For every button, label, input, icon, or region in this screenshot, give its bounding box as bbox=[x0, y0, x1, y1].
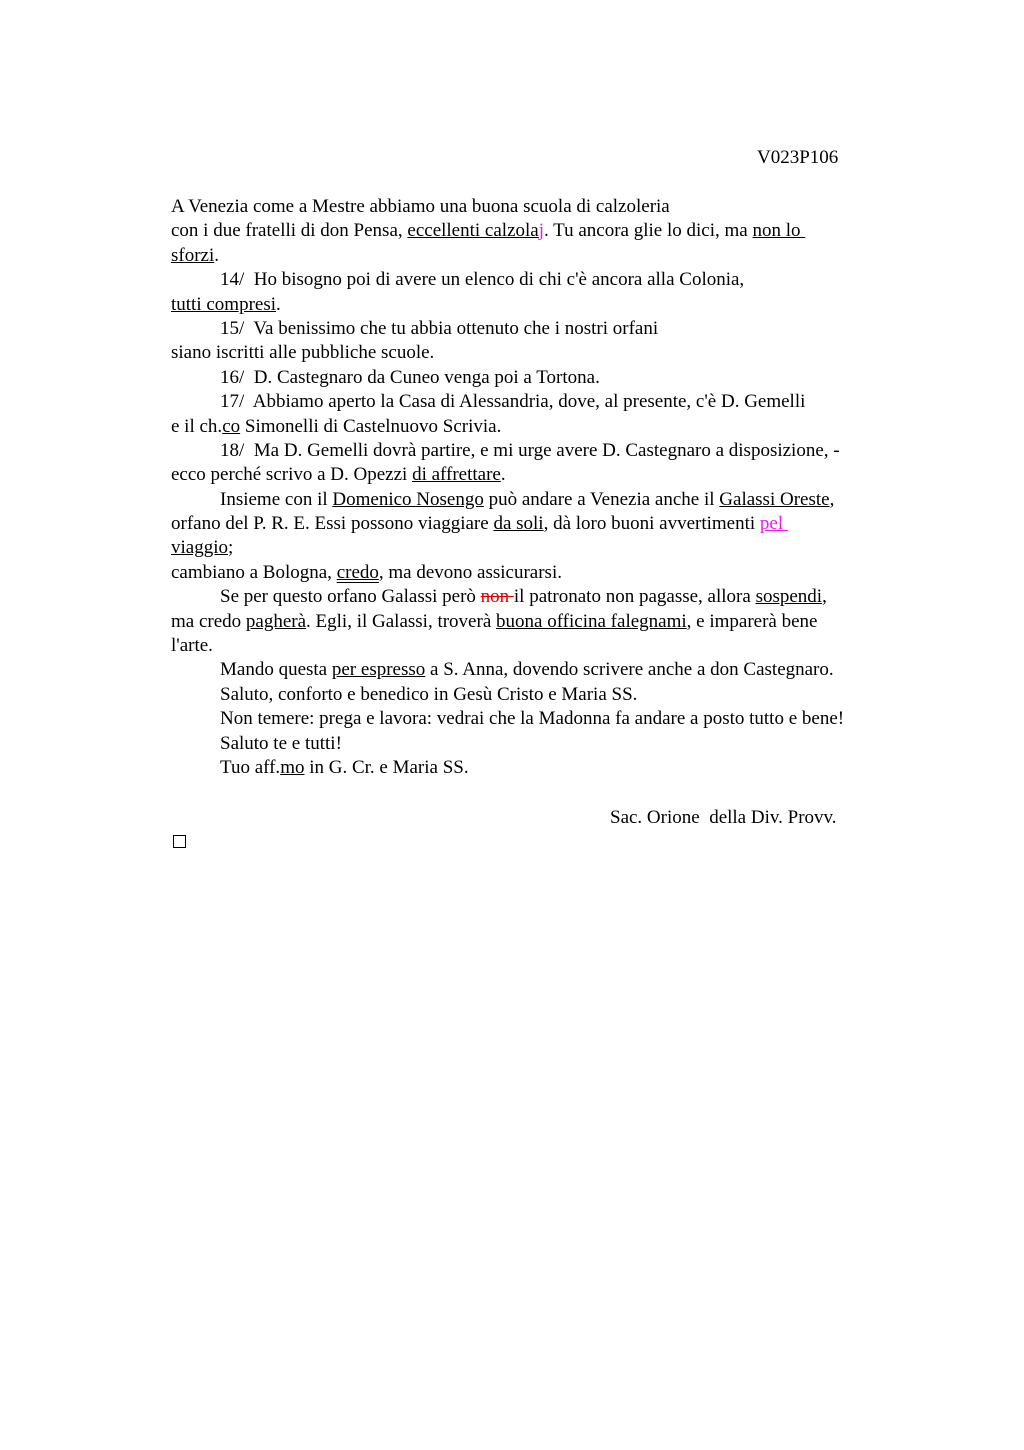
underlined-text: Domenico Nosengo bbox=[332, 488, 484, 510]
text-line: Non temere: prega e lavora: vedrai che la Madonna fa andare a posto tutto e bene! bbox=[220, 708, 845, 730]
underlined-text: mo bbox=[280, 756, 305, 778]
text-line: 17/ Abbiamo aperto la Casa di Alessandria, dove, al presente, c'è D. Gemelli bbox=[220, 391, 806, 413]
underlined-text: di affrettare bbox=[412, 464, 501, 486]
text-span: e il ch. bbox=[171, 415, 223, 437]
document-reference: V023P106 bbox=[757, 147, 839, 168]
text-span: ; bbox=[228, 537, 234, 559]
underlined-text: Galassi Oreste bbox=[719, 488, 830, 510]
signature: Sac. Orione della Div. Provv. bbox=[610, 807, 837, 828]
text-line bbox=[171, 244, 931, 268]
text-span: cambiano a Bologna, bbox=[171, 561, 337, 583]
text-line: A Venezia come a Mestre abbiamo una buona scuola di calzoleria bbox=[171, 196, 670, 217]
underlined-text: sospendi bbox=[755, 586, 823, 608]
text-line: Saluto te e tutti! bbox=[220, 732, 342, 754]
text-line bbox=[171, 585, 931, 609]
text-span: , bbox=[829, 488, 835, 510]
text-span: , bbox=[822, 586, 827, 608]
underlined-text: eccellenti calzola bbox=[407, 220, 539, 242]
text-span: ma credo bbox=[171, 610, 246, 632]
text-span: . Tu ancora glie lo dici, ma bbox=[544, 220, 753, 242]
text-span: . Egli, il Galassi, troverà bbox=[306, 610, 497, 632]
text-span: , ma devono assicurarsi. bbox=[378, 561, 562, 583]
text-line bbox=[171, 512, 931, 536]
underlined-text: buona officina falegnami bbox=[496, 610, 687, 632]
text-line: 15/ Va benissimo che tu abbia ottenuto che i nostri orfani bbox=[220, 317, 659, 339]
text-line bbox=[171, 561, 931, 585]
text-line bbox=[171, 610, 931, 634]
text-span: in G. Cr. e Maria SS. bbox=[304, 756, 469, 778]
text-line: l'arte. bbox=[171, 635, 213, 657]
text-span: , dà loro buoni avvertimenti bbox=[543, 513, 760, 535]
underlined-text: per espresso bbox=[331, 659, 426, 681]
text-span: . bbox=[214, 244, 220, 266]
underlined-text: da soli bbox=[493, 513, 544, 535]
double-underlined-text: credo bbox=[336, 561, 379, 583]
underlined-text: sforzi bbox=[171, 244, 215, 266]
highlighted-text: pel bbox=[759, 513, 788, 535]
text-line: siano iscritti alle pubbliche scuole. bbox=[171, 342, 435, 364]
text-line bbox=[171, 536, 931, 560]
underlined-text: viaggio bbox=[171, 537, 228, 559]
text-span: orfano del P. R. E. Essi possono viaggiare bbox=[171, 513, 494, 535]
text-span: con i due fratelli di don Pensa, bbox=[171, 220, 408, 242]
text-span: Se per questo orfano Galassi però bbox=[220, 586, 481, 608]
text-span: ecco perché scrivo a D. Opezzi bbox=[171, 464, 413, 486]
text-span: , e imparerà bene bbox=[686, 610, 818, 632]
text-span: Insieme con il bbox=[220, 488, 333, 510]
text-span: Tuo aff. bbox=[220, 756, 281, 778]
text-line bbox=[171, 488, 931, 512]
checkbox-square-icon bbox=[173, 835, 186, 848]
text-line: Saluto, conforto e benedico in Gesù Cristo e Maria SS. bbox=[220, 683, 638, 705]
highlighted-text: j bbox=[538, 220, 544, 242]
text-span: Mando questa bbox=[220, 659, 332, 681]
text-line bbox=[171, 463, 931, 487]
text-line: 16/ D. Castegnaro da Cuneo venga poi a Tortona. bbox=[220, 366, 600, 388]
text-span: . bbox=[276, 293, 281, 315]
underlined-text: tutti compresi bbox=[171, 293, 277, 315]
text-line: 18/ Ma D. Gemelli dovrà partire, e mi urge avere D. Castegnaro a disposizione, - bbox=[220, 439, 840, 461]
text-line bbox=[171, 415, 931, 439]
underlined-text: pagherà bbox=[245, 610, 307, 632]
underlined-text: non lo bbox=[752, 220, 806, 242]
text-span: a S. Anna, dovendo scrivere anche a don Castegnaro. bbox=[425, 659, 834, 681]
text-span: . bbox=[500, 464, 506, 486]
text-span: il patronato non pagasse, allora bbox=[513, 586, 756, 608]
text-line bbox=[171, 756, 931, 780]
struck-text: non bbox=[480, 586, 514, 608]
letter-body bbox=[171, 195, 931, 780]
text-line bbox=[171, 219, 931, 243]
text-line bbox=[171, 658, 931, 682]
underlined-text: co bbox=[222, 415, 241, 437]
text-span: può andare a Venezia anche il bbox=[483, 488, 720, 510]
text-span: Simonelli di Castelnuovo Scrivia. bbox=[240, 415, 502, 437]
text-line: 14/ Ho bisogno poi di avere un elenco di chi c'è ancora alla Colonia, bbox=[220, 269, 745, 291]
text-line bbox=[171, 293, 931, 317]
